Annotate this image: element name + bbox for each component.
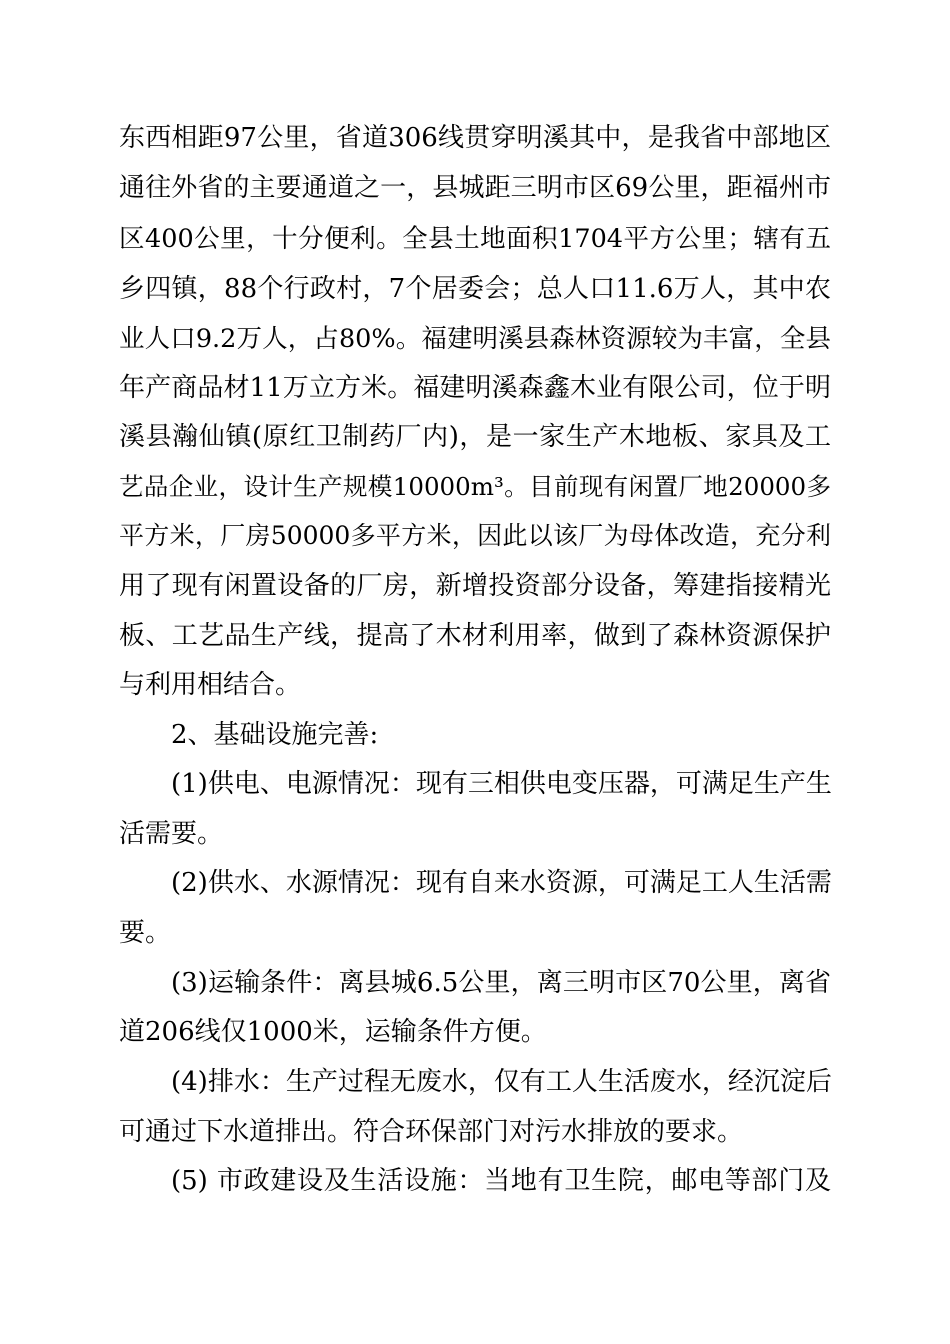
paragraph-line: 板、工艺品生产线，提高了木材利用率，做到了森林资源保护 xyxy=(119,621,831,651)
paragraph-line: 东西相距97公里，省道306线贯穿明溪其中，是我省中部地区 xyxy=(119,123,831,153)
paragraph-line: 业人口9.2万人，占80%。福建明溪县森林资源较为丰富，全县 xyxy=(119,324,831,354)
list-item-line: (1)供电、电源情况：现有三相供电变压器，可满足生产生 xyxy=(171,769,832,799)
paragraph-line: 年产商品材11万立方米。福建明溪森鑫木业有限公司，位于明 xyxy=(119,373,831,403)
list-item-line: (5) 市政建设及生活设施：当地有卫生院，邮电等部门及 xyxy=(171,1166,831,1196)
paragraph-line: 艺品企业，设计生产规模10000m³。目前现有闲置厂地20000多 xyxy=(119,472,831,501)
paragraph-line: 用了现有闲置设备的厂房，新增投资部分设备，筹建指接精光 xyxy=(119,571,831,601)
list-item-line: (3)运输条件：离县城6.5公里，离三明市区70公里，离省 xyxy=(171,968,831,998)
list-item-line-last: 要。 xyxy=(119,918,172,948)
paragraph-line: 区400公里，十分便利。全县土地面积1704平方公里；辖有五 xyxy=(119,224,831,254)
list-item-line-last: 道206线仅1000米，运输条件方便。 xyxy=(119,1017,547,1047)
list-item-line-last: 活需要。 xyxy=(119,819,224,849)
list-item-line-last: 可通过下水道排出。符合环保部门对污水排放的要求。 xyxy=(119,1117,744,1147)
paragraph-line: 通往外省的主要通道之一，县城距三明市区69公里，距福州市 xyxy=(119,173,831,203)
paragraph-line: 平方米，厂房50000多平方米，因此以该厂为母体改造，充分利 xyxy=(119,521,831,550)
list-item-line: (4)排水：生产过程无废水，仅有工人生活废水，经沉淀后 xyxy=(171,1067,832,1097)
section-heading: 2、基础设施完善: xyxy=(171,720,379,750)
paragraph-line: 乡四镇，88个行政村，7个居委会；总人口11.6万人，其中农 xyxy=(119,274,831,304)
paragraph-line: 溪县瀚仙镇(原红卫制药厂内)，是一家生产木地板、家具及工 xyxy=(119,422,831,452)
list-item-line: (2)供水、水源情况：现有自来水资源，可满足工人生活需 xyxy=(171,868,832,898)
paragraph-line-last: 与利用相结合。 xyxy=(119,670,302,700)
